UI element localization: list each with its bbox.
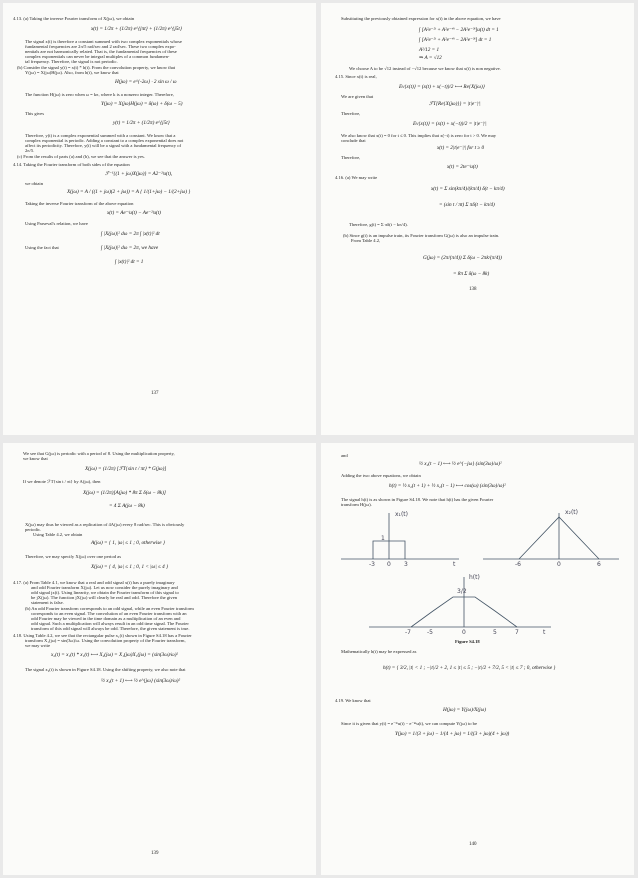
text-line: Since it is given that y(t) = e⁻³ᵗu(t) − e⁻⁴ᵗu(t), we can compute Y(jω) to be xyxy=(341,721,477,726)
text-line: odd signal jx(t). Using linearity, we obtain the Fourier transform of this signal to xyxy=(31,590,179,595)
text-line: and xyxy=(341,453,348,458)
text-line: statement is false. xyxy=(31,600,64,605)
text-line: Using the fact that xyxy=(25,245,59,250)
text-line: The function H(jω) is zero when ω = kπ, where k is a nonzero integer. Therefore, xyxy=(25,92,174,97)
equation: A²/12 = 1 xyxy=(419,47,440,53)
h-tick: 0 xyxy=(462,629,466,636)
x2-plot xyxy=(483,513,619,559)
equation: = 4 Σ A(jω − 8k) xyxy=(109,503,145,509)
text-line: fundamental frequencies are 2π/5 rad/sec and 2 rad/sec. These two complex expo- xyxy=(25,44,176,49)
text-line: 4.19. We know that xyxy=(335,698,371,703)
text-line: From Table 4.2, xyxy=(351,238,381,243)
x1-axis-label: t xyxy=(453,561,456,568)
equation: Y(jω) = X(jω)H(jω) = δ(ω) + δ(ω − 5) xyxy=(101,101,183,107)
text-line: Therefore, xyxy=(341,155,361,160)
text-line: Using Parseval's relation, we have xyxy=(25,221,88,226)
text-line: 4.18. Using Table 4.2, we see that the rectangular pulse x₁(t) shown in Figure S4.18 has a Fourier xyxy=(13,633,192,638)
equation: H(jω) = Y(jω)/X(jω) xyxy=(443,707,487,713)
equation: = (sin t / πt) Σ πδ(t − kπ/4) xyxy=(439,202,495,208)
text-line: periodic. xyxy=(25,527,42,532)
x2-tick: 6 xyxy=(597,561,601,568)
text-line: transform of this odd signal will always be odd. Therefore, the given statement is true. xyxy=(31,626,190,631)
equation: Ev{x(t)} = (x(t) + x(−t))/2 ⟷ Re{X(jω)} xyxy=(399,84,485,90)
equation: ℱ⁻¹{(1 + jω)X(jω)} = A2⁻²ᵗu(t), xyxy=(105,171,173,177)
text-line: and odd Fourier transform X(jω). Let us now consider the purely imaginary and xyxy=(31,585,178,590)
text-line: 2π/5. xyxy=(25,148,35,153)
text-line: 4.17. (a) From Table 4.1, we know that a real and odd signal x(t) has a purely imaginary xyxy=(13,580,175,585)
text-line: affect its periodicity. Therefore, y(t) will be a signal with a fundamental frequency of xyxy=(25,143,182,148)
text-line: Substituting the previously obtained expression for x(t) in the above equation, we have xyxy=(341,16,501,21)
h-label: h(t) xyxy=(469,574,480,581)
text-line: odd signal. Such a multiplication will always result in an odd time signal. The Fourier xyxy=(31,621,189,626)
text-line: (b) Consider the signal y(t) = x(t) * h(t). From the convolution property, we know that xyxy=(17,65,176,70)
text-line: nentials are not harmonically related. That is, the fundamental frequencies of these xyxy=(25,49,177,54)
h-tick: 5 xyxy=(493,629,497,636)
text-line: This gives xyxy=(25,111,45,116)
h-tick: -5 xyxy=(427,629,433,636)
text-line: transform X₁(jω) = sin(3ω)/ω. Using the convolution property of the Fourier transform, xyxy=(25,638,186,643)
text-line: 4.13. (a) Taking the inverse Fourier transform of X(jω), we obtain xyxy=(13,16,135,21)
page-137 xyxy=(3,3,316,435)
text-line: conclude that xyxy=(341,138,366,143)
equation: x₂(t) = x₁(t) * x₁(t) ⟷ X₂(jω) = X₁(jω)X₁(jω) = (sin(3ω)/ω)² xyxy=(51,652,178,658)
x2-tick: 0 xyxy=(557,561,561,568)
equation: H(jω) = e^{-2ω} · 2 sin ω / ω xyxy=(115,79,177,85)
text-line: We are given that xyxy=(341,94,374,99)
equation: Y(jω) = 1/(3 + jω) − 1/(4 + jω) = 1/((3 + jω)(4 + jω)) xyxy=(395,731,510,737)
equation: X(jω) = { 4, |ω| ≤ 1 ; 0, 1 < |ω| ≤ 4 } xyxy=(91,564,169,570)
page-138 xyxy=(321,3,634,435)
equation: ∫ [A²e⁻²ᵗ + A²e⁻⁴ᵗ − 2A²e⁻³ᵗ] dt = 1 xyxy=(419,37,492,43)
text-line: (b) Since g(t) is an impulse train, its Fourier transform G(jω) is also an impulse train. xyxy=(343,233,500,238)
h-tick: 7 xyxy=(515,629,519,636)
h-peak-label: 3/2 xyxy=(457,588,467,595)
equation: ∫ |X(jω)|² dω = 2π ∫ |x(t)|² dt xyxy=(101,231,160,237)
text-line: We also know that x(t) = 0 for t ≤ 0. This implies that x(−t) is zero for t > 0. We may xyxy=(341,133,497,138)
text-line: Y(jω) = X(jω)H(jω). Also, from h(t), we know that xyxy=(25,70,119,75)
page-number: 138 xyxy=(469,287,477,292)
x2-tick: -6 xyxy=(515,561,521,568)
text-line: If we denote ℱT{sin t / πt} by A(jω), then xyxy=(23,479,101,484)
equation: ∫ [A²e⁻²ᵗ + A²e⁻⁴ᵗ − 2A²e⁻³ᵗ]u(t) dt = 1 xyxy=(419,27,499,33)
text-line: (b) An odd Fourier transform corresponds to an odd signal, while an even Fourier transform xyxy=(25,606,194,611)
text-line: tal frequency. Therefore, the signal is not periodic. xyxy=(25,59,118,64)
x2-label: x₂(t) xyxy=(565,509,578,516)
equation: x(t) = Ae⁻ᵗu(t) − Ae⁻²ᵗu(t) xyxy=(107,210,161,216)
text-line: complex exponentials can never be integral multiples of a common fundamen- xyxy=(25,54,170,59)
text-line: complex exponential is periodic. Adding a constant to a complex exponential does not xyxy=(25,138,184,143)
equation: X(jω) = (1/2π)[A(jω) * 8π Σ δ(ω − 8k)] xyxy=(83,490,166,496)
page-140 xyxy=(321,443,634,875)
text-line: We see that G(jω) is periodic with a period of 8. Using the multiplication property, xyxy=(23,451,175,456)
text-line: 4.14. Taking the Fourier transform of both sides of the equation xyxy=(13,162,130,167)
equation: x(t) = Σ sin(kπ/4)/(kπ/4) δ(t − kπ/4) xyxy=(431,186,505,192)
text-line: we obtain xyxy=(25,181,43,186)
h-plot xyxy=(369,577,551,627)
x1-height-label: 1 xyxy=(381,535,385,542)
text-line: The signal x(t) is therefore a constant summed with two complex exponentials whose xyxy=(25,39,182,44)
equation: y(t) = 1/2π + (1/2π) e^{j5t} xyxy=(113,120,170,126)
text-line: We choose A to be √12 instead of −√12 because we know that x(t) is non negative. xyxy=(349,66,501,71)
text-line: Therefore, g(t) = Σ πδ(t − kπ/4). xyxy=(349,222,408,227)
text-line: Using Table 4.2, we obtain xyxy=(33,532,83,537)
equation: ℱT{Re{X(jω)}} = |t|e⁻|ᵗ| xyxy=(429,101,481,107)
x1-label: x₁(t) xyxy=(395,511,408,518)
page-number: 140 xyxy=(469,842,477,847)
text-line: 4.15. Since x(t) is real, xyxy=(335,74,377,79)
equation: x(t) = 2|t|e⁻|ᵗ| for t ≥ 0 xyxy=(437,145,485,151)
equation: ∫ |x(t)|² dt = 1 xyxy=(115,259,144,265)
equation: G(jω) = (2π/(π/4)) Σ δ(ω − 2πk/(π/4)) xyxy=(423,255,502,261)
x1-tick: 0 xyxy=(387,561,391,568)
page-number: 137 xyxy=(151,391,159,396)
equation: ½ x₂(t + 1) ⟷ ½ e^{jω} (sin(3ω)/ω)² xyxy=(101,678,181,684)
text-line: transform H(jω). xyxy=(341,502,372,507)
equation: x(t) = 2te⁻ᵗu(t) xyxy=(447,164,478,170)
equation: X(jω) = A / ((1 + jω)(2 + jω)) = A { 1/(1+jω) − 1/(2+jω) } xyxy=(67,189,191,195)
text-line: be jX(jω). The function jX(jω) will clearly be real and odd. Therefore the given xyxy=(31,595,178,600)
text-line: odd Fourier may be viewed in the time domain as a multiplication of an even and xyxy=(31,616,181,621)
text-line: we know that xyxy=(23,456,48,461)
equation: Ev{x(t)} = (x(t) + x(−t))/2 = |t|e⁻|ᵗ| xyxy=(413,121,487,127)
text-line: Mathematically h(t) may be expressed as xyxy=(341,649,417,654)
text-line: we may write xyxy=(25,643,51,648)
equation: h(t) = { 3/2, |t| < 1 ; −|t|/2 + 2, 1 ≤ |t| ≤ 5 ; −|t|/2 + 7/2, 5 < |t| ≤ 7 ; 0, otherwise } xyxy=(383,665,556,671)
text-line: Therefore, we may specify X(jω) over one period as xyxy=(25,554,122,559)
h-axis-label: t xyxy=(543,629,546,636)
equation: ½ x₂(t − 1) ⟷ ½ e^{−jω} (sin(3ω)/ω)² xyxy=(419,461,502,467)
page-number: 139 xyxy=(151,851,159,856)
x1-tick: -3 xyxy=(369,561,375,568)
page-139 xyxy=(3,443,316,875)
x1-plot xyxy=(341,513,459,559)
text-line: The signal h(t) is as shown in Figure S4.18. We note that h(t) has the given Fourier xyxy=(341,497,494,502)
text-line: Therefore, xyxy=(341,111,361,116)
text-line: Therefore, y(t) is a complex exponential summed with a constant. We know that a xyxy=(25,133,176,138)
equation: A(jω) = { 1, |ω| ≤ 1 ; 0, otherwise } xyxy=(91,540,165,546)
equation: x(t) = 1/2π + (1/2π) e^{jπt} + (1/2π) e^{j5t} xyxy=(91,26,182,32)
text-line: X(jω) may thus be viewed as a replication of 4A(jω) every 8 rad/sec. This is obviously xyxy=(25,522,185,527)
equation: h(t) = ½ x₂(t + 1) + ½ x₂(t − 1) ⟷ cos(ω) (sin(3ω)/ω)² xyxy=(389,483,506,489)
text-line: Taking the inverse Fourier transform of the above equation xyxy=(25,201,134,206)
equation: ∫ |X(jω)|² dω = 2π, we have xyxy=(101,245,159,251)
text-line: 4.16. (a) We may write xyxy=(335,175,378,180)
x1-tick: 3 xyxy=(404,561,408,568)
equation: ⇒ A = √12 xyxy=(419,55,442,61)
text-line: (c) From the results of parts (a) and (b), we see that the answer is yes. xyxy=(17,154,145,159)
equation: = 8π Σ δ(ω − 8k) xyxy=(453,271,490,277)
h-tick: -7 xyxy=(405,629,411,636)
text-line: corresponds to an even signal. The convolution of an even Fourier transform with an xyxy=(31,611,187,616)
equation: X(jω) = (1/2π) [ℱT{sin t / πt} * G(jω)] xyxy=(85,466,167,472)
text-line: The signal x₂(t) is shown in Figure S4.18. Using the shifting property, we also note that xyxy=(25,667,186,672)
figure-caption: Figure S4.18 xyxy=(455,639,480,644)
text-line: Adding the two above equations, we obtain xyxy=(341,473,421,478)
